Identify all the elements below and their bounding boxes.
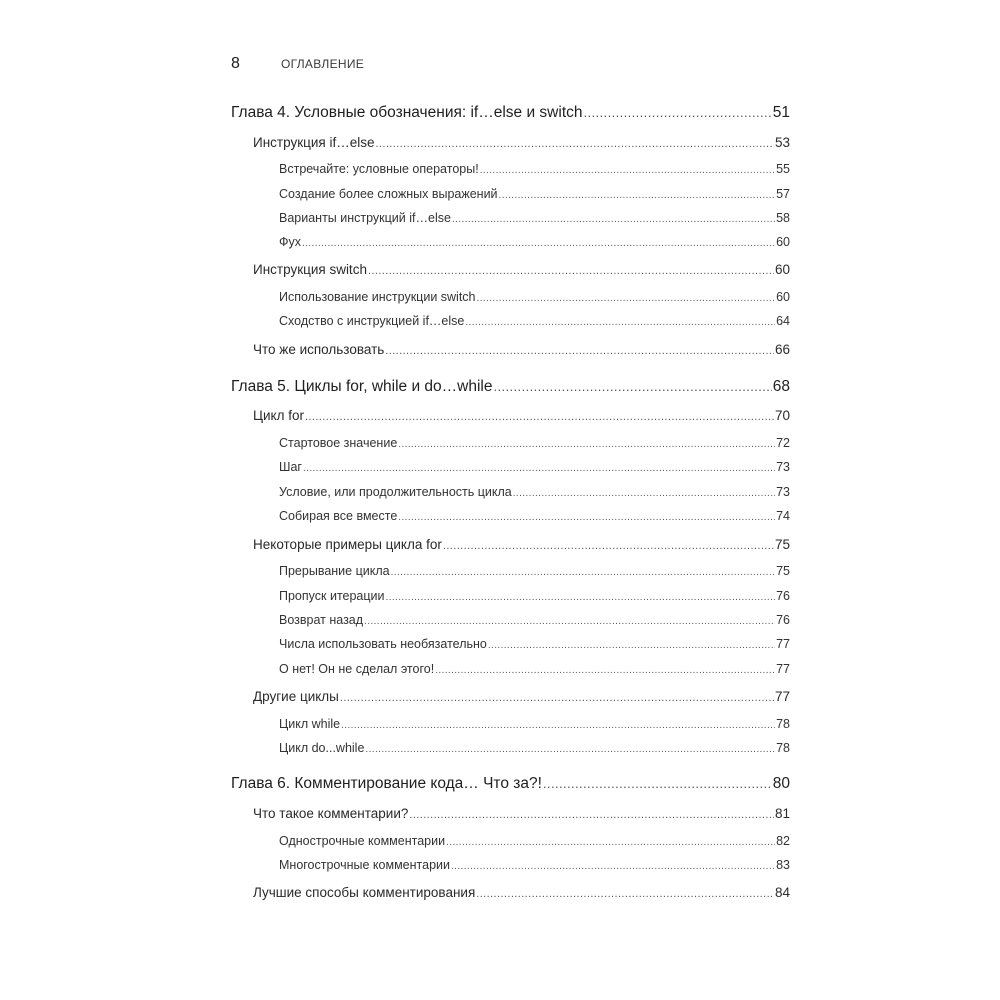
toc-entry-page-number: 80 — [772, 775, 790, 792]
toc-section-entry — [253, 262, 790, 277]
toc-entry-page-number: 51 — [772, 104, 790, 121]
dot-leader — [477, 293, 776, 304]
toc-section-entry — [253, 885, 790, 900]
toc-entry-title: Однострочные комментарии — [279, 834, 446, 848]
toc-entry-title: Использование инструкции switch — [279, 290, 476, 304]
toc-entry-page-number: 55 — [776, 162, 790, 176]
toc-chapter-entry — [231, 775, 790, 793]
toc-subsection-entry — [279, 235, 790, 249]
dot-leader — [409, 809, 774, 821]
toc-subsection-entry — [279, 589, 790, 603]
toc-entry-title: Что такое комментарии? — [253, 806, 409, 821]
dot-leader — [543, 776, 772, 791]
toc-entry-page-number: 70 — [774, 408, 790, 423]
dot-leader — [493, 379, 771, 394]
toc-section-entry — [253, 408, 790, 423]
toc-section-entry — [253, 537, 790, 552]
toc-section-entry — [253, 689, 790, 704]
toc-entry-title: Цикл do...while — [279, 741, 365, 755]
dot-leader — [584, 105, 772, 120]
toc-entry-page-number: 76 — [776, 589, 790, 603]
toc-entry-page-number: 66 — [774, 342, 790, 357]
toc-entry-page-number: 60 — [776, 290, 790, 304]
toc-entry-page-number: 77 — [776, 662, 790, 676]
toc-entry-page-number: 82 — [776, 834, 790, 848]
toc-subsection-entry — [279, 187, 790, 201]
toc-subsection-entry — [279, 834, 790, 848]
dot-leader — [364, 616, 775, 627]
dot-leader — [452, 214, 775, 225]
toc-subsection-entry — [279, 211, 790, 225]
toc-entry-title: Многострочные комментарии — [279, 858, 450, 872]
toc-entry-title: Сходство с инструкцией if…else — [279, 314, 465, 328]
toc-entry-title: Глава 4. Условные обозначения: if…else и switch — [231, 104, 583, 121]
toc-entry-page-number: 84 — [774, 885, 790, 900]
toc-entry-title: Условие, или продолжительность цикла — [279, 485, 512, 499]
toc-section-entry — [253, 135, 790, 150]
dot-leader — [340, 692, 774, 704]
page-number: 8 — [231, 55, 240, 72]
toc-entry-title: Цикл while — [279, 717, 341, 731]
toc-subsection-entry — [279, 509, 790, 523]
toc-subsection-entry — [279, 564, 790, 578]
dot-leader — [499, 190, 776, 201]
toc-entry-page-number: 57 — [776, 187, 790, 201]
toc-entry-page-number: 77 — [774, 689, 790, 704]
toc-subsection-entry — [279, 485, 790, 499]
dot-leader — [443, 540, 774, 552]
toc-entry-page-number: 78 — [776, 741, 790, 755]
toc-entry-title: Варианты инструкций if…else — [279, 211, 451, 225]
toc-entry-title: Стартовое значение — [279, 436, 398, 450]
dot-leader — [398, 439, 775, 450]
toc-entry-title: Некоторые примеры цикла for — [253, 537, 442, 552]
toc-subsection-entry — [279, 290, 790, 304]
toc-entry-title: Пропуск итерации — [279, 589, 385, 603]
toc-subsection-entry — [279, 436, 790, 450]
toc-entry-page-number: 68 — [772, 378, 790, 395]
toc-entry-title: Глава 6. Комментирование кода… Что за?! — [231, 775, 542, 792]
toc-entry-title: Что же использовать — [253, 342, 385, 357]
dot-leader — [446, 837, 775, 848]
dot-leader — [451, 861, 775, 872]
toc-entry-title: Прерывание цикла — [279, 564, 390, 578]
toc-entry-page-number: 83 — [776, 858, 790, 872]
toc-entry-title: Фух — [279, 235, 302, 249]
toc-entry-page-number: 74 — [776, 509, 790, 523]
toc-entry-title: Числа использовать необязательно — [279, 637, 487, 651]
dot-leader — [513, 488, 775, 499]
toc-entry-page-number: 75 — [776, 564, 790, 578]
dot-leader — [365, 744, 775, 755]
toc-entry-title: Глава 5. Циклы for, while и do…while — [231, 378, 493, 395]
toc-entry-title: Другие циклы — [253, 689, 339, 704]
toc-subsection-entry — [279, 460, 790, 474]
toc-entry-title: Лучшие способы комментирования — [253, 885, 476, 900]
toc-section-entry — [253, 342, 790, 357]
dot-leader — [480, 165, 775, 176]
toc-entry-page-number: 73 — [776, 460, 790, 474]
toc-subsection-entry — [279, 314, 790, 328]
toc-section-entry — [253, 806, 790, 821]
dot-leader — [302, 238, 775, 249]
toc-subsection-entry — [279, 858, 790, 872]
toc-chapter-entry — [231, 378, 790, 396]
dot-leader — [375, 138, 774, 150]
toc-entry-page-number: 58 — [776, 211, 790, 225]
toc-entry-title: Инструкция if…else — [253, 135, 375, 150]
dot-leader — [303, 463, 775, 474]
dot-leader — [465, 317, 775, 328]
toc-entry-title: Создание более сложных выражений — [279, 187, 498, 201]
toc-subsection-entry — [279, 637, 790, 651]
toc-subsection-entry — [279, 741, 790, 755]
dot-leader — [398, 512, 775, 523]
toc-entry-title: Цикл for — [253, 408, 304, 423]
toc-entry-page-number: 60 — [774, 262, 790, 277]
toc-entry-page-number: 78 — [776, 717, 790, 731]
toc-entry-page-number: 72 — [776, 436, 790, 450]
toc-subsection-entry — [279, 717, 790, 731]
toc-entry-page-number: 75 — [774, 537, 790, 552]
dot-leader — [386, 592, 776, 603]
toc-entry-page-number: 64 — [776, 314, 790, 328]
toc-subsection-entry — [279, 162, 790, 176]
toc-entry-title: Собирая все вместе — [279, 509, 398, 523]
dot-leader — [385, 345, 774, 357]
dot-leader — [391, 567, 776, 578]
toc-entry-title: Встречайте: условные операторы! — [279, 162, 479, 176]
toc-subsection-entry — [279, 613, 790, 627]
toc-subsection-entry — [279, 662, 790, 676]
toc-chapter-entry — [231, 104, 790, 122]
dot-leader — [476, 888, 774, 900]
dot-leader — [341, 720, 775, 731]
dot-leader — [488, 640, 775, 651]
toc-entry-page-number: 76 — [776, 613, 790, 627]
toc-entry-page-number: 60 — [776, 235, 790, 249]
dot-leader — [368, 265, 774, 277]
running-title: ОГЛАВЛЕНИЕ — [281, 57, 365, 71]
dot-leader — [435, 665, 775, 676]
dot-leader — [305, 411, 774, 423]
toc-entry-page-number: 77 — [776, 637, 790, 651]
toc-entry-page-number: 53 — [774, 135, 790, 150]
toc-entry-title: Возврат назад — [279, 613, 364, 627]
running-head — [231, 54, 364, 74]
toc-entry-title: Шаг — [279, 460, 302, 474]
toc-entry-title: Инструкция switch — [253, 262, 367, 277]
toc-entry-title: О нет! Он не сделал этого! — [279, 662, 435, 676]
toc-entry-page-number: 81 — [774, 806, 790, 821]
toc-entry-page-number: 73 — [776, 485, 790, 499]
